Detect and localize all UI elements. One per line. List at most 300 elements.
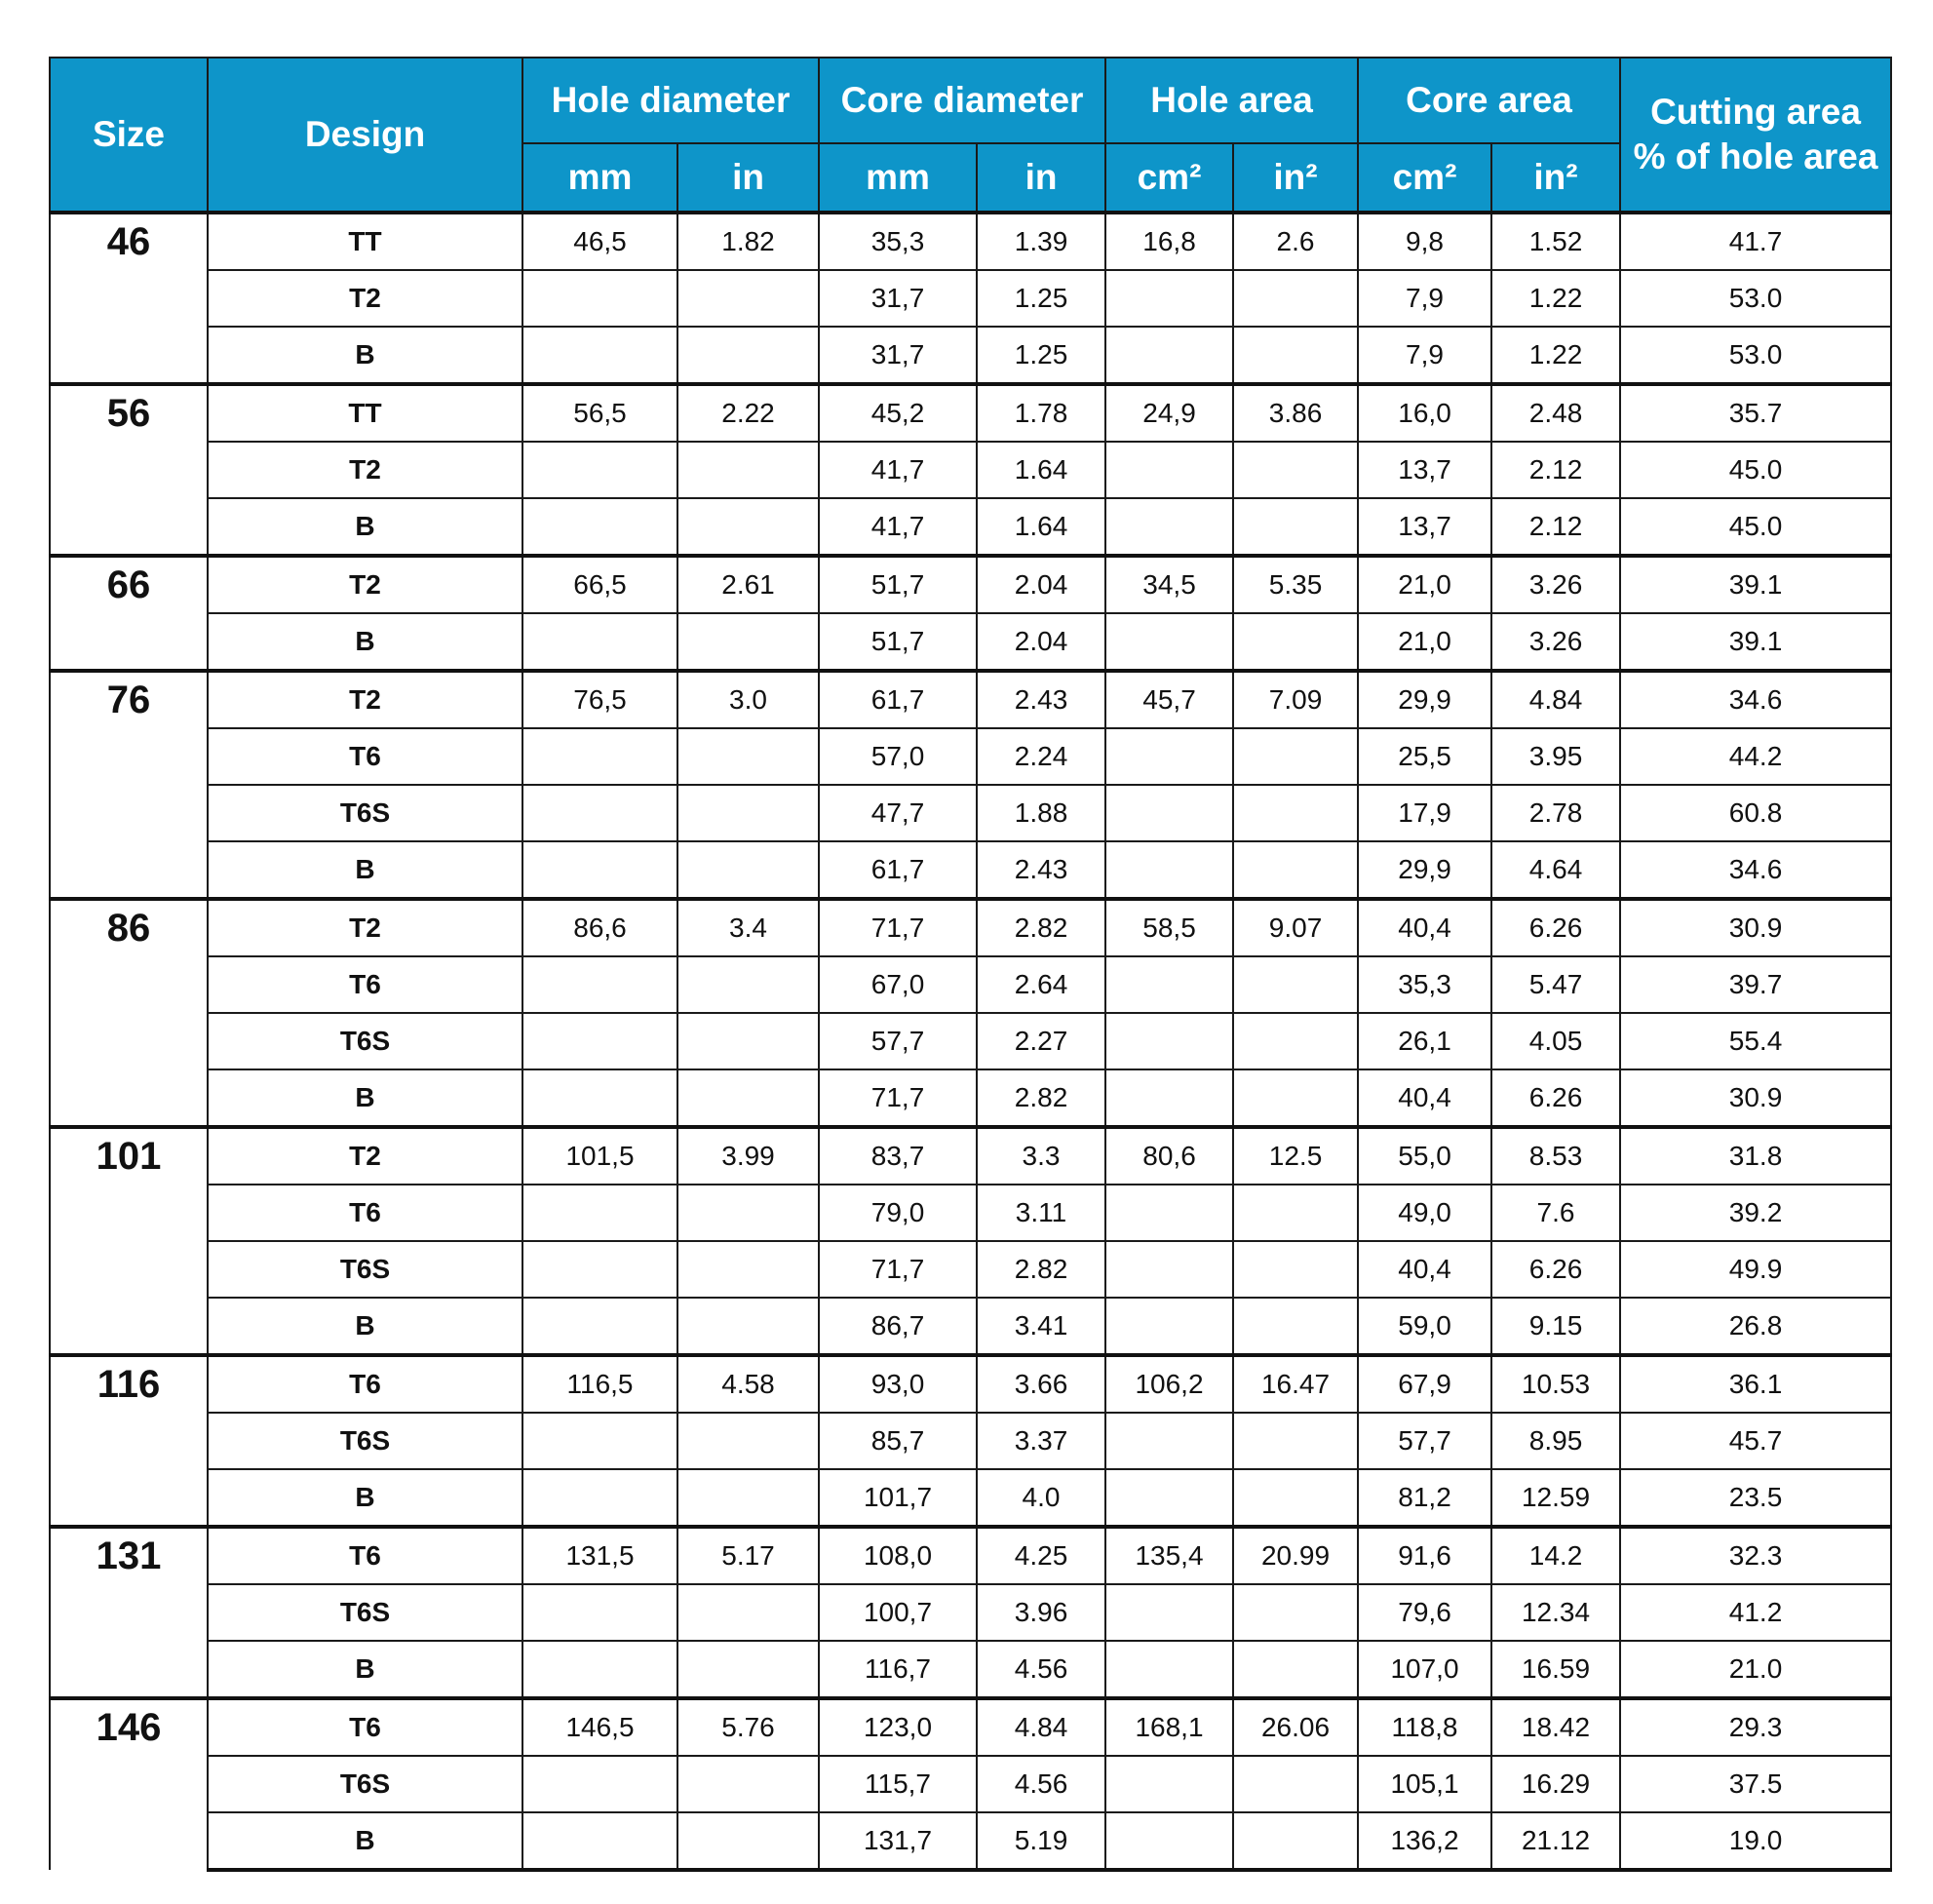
table-row bbox=[50, 1584, 1891, 1641]
cell-core-in: 1.88 bbox=[977, 785, 1105, 841]
cell-core-area-in2: 1.22 bbox=[1491, 270, 1620, 327]
cell-hole-in bbox=[677, 1185, 819, 1241]
cell-core-area-in2: 6.26 bbox=[1491, 1069, 1620, 1127]
cell-hole-area-in2 bbox=[1233, 1069, 1358, 1127]
cell-hole-area-in2 bbox=[1233, 442, 1358, 498]
cell-core-mm: 51,7 bbox=[819, 613, 977, 671]
cell-hole-in: 3.99 bbox=[677, 1127, 819, 1185]
cell-core-area-in2: 3.26 bbox=[1491, 613, 1620, 671]
cell-hole-mm bbox=[522, 270, 677, 327]
cell-core-in: 3.11 bbox=[977, 1185, 1105, 1241]
cell-hole-mm: 46,5 bbox=[522, 213, 677, 270]
cell-hole-in: 3.4 bbox=[677, 899, 819, 956]
cell-hole-mm bbox=[522, 613, 677, 671]
cell-hole-mm: 86,6 bbox=[522, 899, 677, 956]
cell-design: B bbox=[208, 498, 522, 556]
cell-core-mm: 47,7 bbox=[819, 785, 977, 841]
cell-cutting-area: 39.7 bbox=[1620, 956, 1891, 1013]
table-row bbox=[50, 1812, 1891, 1870]
cell-cutting-area: 60.8 bbox=[1620, 785, 1891, 841]
cell-core-in: 2.04 bbox=[977, 556, 1105, 613]
cell-hole-in bbox=[677, 1756, 819, 1812]
table-row bbox=[50, 213, 1891, 270]
cell-design: T2 bbox=[208, 556, 522, 613]
cell-design: T6 bbox=[208, 728, 522, 785]
cell-design: T6 bbox=[208, 956, 522, 1013]
cell-cutting-area: 45.0 bbox=[1620, 498, 1891, 556]
table-row bbox=[50, 671, 1891, 728]
table-row bbox=[50, 556, 1891, 613]
cell-hole-area-cm2: 34,5 bbox=[1105, 556, 1233, 613]
cell-hole-area-in2 bbox=[1233, 613, 1358, 671]
cell-core-area-in2: 2.12 bbox=[1491, 498, 1620, 556]
cell-hole-in bbox=[677, 327, 819, 384]
cell-hole-area-in2: 7.09 bbox=[1233, 671, 1358, 728]
cell-core-in: 2.43 bbox=[977, 671, 1105, 728]
cell-core-area-in2: 4.05 bbox=[1491, 1013, 1620, 1069]
cell-design: TT bbox=[208, 384, 522, 442]
cell-core-area-in2: 16.59 bbox=[1491, 1641, 1620, 1698]
unit-header: in² bbox=[1233, 143, 1358, 213]
cell-hole-mm bbox=[522, 1641, 677, 1698]
cell-core-area-cm2: 7,9 bbox=[1358, 270, 1491, 327]
cell-cutting-area: 53.0 bbox=[1620, 270, 1891, 327]
cell-core-in: 4.84 bbox=[977, 1698, 1105, 1756]
cell-hole-area-cm2 bbox=[1105, 442, 1233, 498]
cell-core-mm: 71,7 bbox=[819, 1069, 977, 1127]
cell-core-mm: 45,2 bbox=[819, 384, 977, 442]
cell-hole-mm: 116,5 bbox=[522, 1355, 677, 1413]
table-row bbox=[50, 1527, 1891, 1584]
cell-hole-area-in2 bbox=[1233, 728, 1358, 785]
cell-design: T2 bbox=[208, 899, 522, 956]
cell-core-area-cm2: 118,8 bbox=[1358, 1698, 1491, 1756]
cell-hole-mm bbox=[522, 1241, 677, 1298]
cell-hole-in bbox=[677, 1469, 819, 1527]
cell-cutting-area: 21.0 bbox=[1620, 1641, 1891, 1698]
cell-core-mm: 101,7 bbox=[819, 1469, 977, 1527]
cell-core-mm: 57,0 bbox=[819, 728, 977, 785]
cell-hole-area-in2 bbox=[1233, 1584, 1358, 1641]
cell-hole-mm bbox=[522, 1756, 677, 1812]
cell-cutting-area: 31.8 bbox=[1620, 1127, 1891, 1185]
cell-core-area-in2: 1.52 bbox=[1491, 213, 1620, 270]
table-row bbox=[50, 498, 1891, 556]
cell-hole-in bbox=[677, 1812, 819, 1870]
cell-hole-area-in2 bbox=[1233, 956, 1358, 1013]
cell-hole-in: 5.17 bbox=[677, 1527, 819, 1584]
cell-design: T6 bbox=[208, 1355, 522, 1413]
cell-cutting-area: 49.9 bbox=[1620, 1241, 1891, 1298]
cell-core-area-in2: 12.59 bbox=[1491, 1469, 1620, 1527]
cell-design: B bbox=[208, 1641, 522, 1698]
cell-hole-area-in2 bbox=[1233, 1469, 1358, 1527]
cell-core-in: 2.82 bbox=[977, 1241, 1105, 1298]
cell-hole-in bbox=[677, 1641, 819, 1698]
cell-core-mm: 83,7 bbox=[819, 1127, 977, 1185]
cell-core-mm: 41,7 bbox=[819, 498, 977, 556]
cell-hole-area-cm2 bbox=[1105, 1413, 1233, 1469]
cell-hole-in: 2.61 bbox=[677, 556, 819, 613]
cell-core-in: 1.25 bbox=[977, 270, 1105, 327]
cell-hole-area-cm2 bbox=[1105, 841, 1233, 899]
unit-header: in bbox=[677, 143, 819, 213]
cell-core-area-in2: 1.22 bbox=[1491, 327, 1620, 384]
cell-hole-in: 5.76 bbox=[677, 1698, 819, 1756]
table-row bbox=[50, 956, 1891, 1013]
cell-core-mm: 100,7 bbox=[819, 1584, 977, 1641]
cell-core-in: 1.78 bbox=[977, 384, 1105, 442]
cell-hole-area-in2: 16.47 bbox=[1233, 1355, 1358, 1413]
cell-core-area-in2: 12.34 bbox=[1491, 1584, 1620, 1641]
cell-cutting-area: 30.9 bbox=[1620, 899, 1891, 956]
cell-core-area-cm2: 79,6 bbox=[1358, 1584, 1491, 1641]
cell-cutting-area: 30.9 bbox=[1620, 1069, 1891, 1127]
cell-hole-area-cm2 bbox=[1105, 956, 1233, 1013]
cell-hole-area-in2 bbox=[1233, 1013, 1358, 1069]
cell-hole-area-cm2 bbox=[1105, 1298, 1233, 1355]
cell-core-area-in2: 9.15 bbox=[1491, 1298, 1620, 1355]
cell-core-in: 3.66 bbox=[977, 1355, 1105, 1413]
cell-core-area-cm2: 40,4 bbox=[1358, 1241, 1491, 1298]
cell-hole-in bbox=[677, 1241, 819, 1298]
cell-hole-area-in2: 12.5 bbox=[1233, 1127, 1358, 1185]
cell-core-mm: 35,3 bbox=[819, 213, 977, 270]
cell-hole-area-cm2: 24,9 bbox=[1105, 384, 1233, 442]
table-row bbox=[50, 1469, 1891, 1527]
cell-core-mm: 67,0 bbox=[819, 956, 977, 1013]
cell-design: B bbox=[208, 1812, 522, 1870]
cell-hole-mm bbox=[522, 1013, 677, 1069]
cell-core-area-cm2: 21,0 bbox=[1358, 613, 1491, 671]
header-hole-area: Hole area bbox=[1105, 58, 1358, 143]
cell-core-in: 5.19 bbox=[977, 1812, 1105, 1870]
table-row bbox=[50, 728, 1891, 785]
table-row bbox=[50, 1641, 1891, 1698]
cell-core-mm: 108,0 bbox=[819, 1527, 977, 1584]
cell-hole-area-in2 bbox=[1233, 1641, 1358, 1698]
cell-hole-mm bbox=[522, 1298, 677, 1355]
cell-hole-mm bbox=[522, 1812, 677, 1870]
cell-core-in: 2.24 bbox=[977, 728, 1105, 785]
table-row bbox=[50, 327, 1891, 384]
cell-core-in: 2.43 bbox=[977, 841, 1105, 899]
cell-hole-area-cm2 bbox=[1105, 1641, 1233, 1698]
cell-hole-area-cm2 bbox=[1105, 1469, 1233, 1527]
cell-hole-area-cm2 bbox=[1105, 1185, 1233, 1241]
cell-hole-area-cm2: 106,2 bbox=[1105, 1355, 1233, 1413]
cell-core-in: 1.25 bbox=[977, 327, 1105, 384]
cell-core-area-cm2: 55,0 bbox=[1358, 1127, 1491, 1185]
cell-core-area-cm2: 29,9 bbox=[1358, 671, 1491, 728]
table-row bbox=[50, 841, 1891, 899]
cell-hole-mm: 146,5 bbox=[522, 1698, 677, 1756]
table-row bbox=[50, 1355, 1891, 1413]
cell-core-area-in2: 21.12 bbox=[1491, 1812, 1620, 1870]
cell-hole-mm bbox=[522, 841, 677, 899]
table-row bbox=[50, 785, 1891, 841]
cell-core-in: 1.64 bbox=[977, 498, 1105, 556]
cell-core-area-cm2: 49,0 bbox=[1358, 1185, 1491, 1241]
cell-design: T2 bbox=[208, 671, 522, 728]
cell-hole-in bbox=[677, 1013, 819, 1069]
cell-core-area-in2: 14.2 bbox=[1491, 1527, 1620, 1584]
cell-cutting-area: 32.3 bbox=[1620, 1527, 1891, 1584]
cell-hole-in bbox=[677, 613, 819, 671]
cell-design: B bbox=[208, 1469, 522, 1527]
cell-hole-in bbox=[677, 1298, 819, 1355]
cell-hole-mm bbox=[522, 1185, 677, 1241]
cell-hole-area-in2 bbox=[1233, 1241, 1358, 1298]
cell-core-in: 3.37 bbox=[977, 1413, 1105, 1469]
cell-core-area-in2: 4.64 bbox=[1491, 841, 1620, 899]
cell-core-in: 4.56 bbox=[977, 1756, 1105, 1812]
cell-hole-area-in2: 5.35 bbox=[1233, 556, 1358, 613]
cell-core-mm: 31,7 bbox=[819, 270, 977, 327]
cell-hole-area-cm2: 168,1 bbox=[1105, 1698, 1233, 1756]
cell-hole-area-in2 bbox=[1233, 1756, 1358, 1812]
cell-hole-area-in2 bbox=[1233, 1413, 1358, 1469]
cell-core-mm: 61,7 bbox=[819, 841, 977, 899]
cell-design: B bbox=[208, 1069, 522, 1127]
cell-core-area-cm2: 91,6 bbox=[1358, 1527, 1491, 1584]
cell-design: T2 bbox=[208, 270, 522, 327]
cell-core-mm: 131,7 bbox=[819, 1812, 977, 1870]
cell-core-area-cm2: 81,2 bbox=[1358, 1469, 1491, 1527]
cell-core-in: 3.3 bbox=[977, 1127, 1105, 1185]
cell-core-in: 2.04 bbox=[977, 613, 1105, 671]
cell-core-mm: 71,7 bbox=[819, 1241, 977, 1298]
unit-header: mm bbox=[522, 143, 677, 213]
cell-core-area-cm2: 9,8 bbox=[1358, 213, 1491, 270]
cell-hole-area-cm2 bbox=[1105, 327, 1233, 384]
cell-hole-mm bbox=[522, 442, 677, 498]
cell-design: B bbox=[208, 613, 522, 671]
cell-hole-in bbox=[677, 785, 819, 841]
cell-cutting-area: 39.1 bbox=[1620, 613, 1891, 671]
table-row bbox=[50, 270, 1891, 327]
cell-core-area-cm2: 13,7 bbox=[1358, 442, 1491, 498]
cell-cutting-area: 23.5 bbox=[1620, 1469, 1891, 1527]
cell-hole-mm: 56,5 bbox=[522, 384, 677, 442]
cell-core-area-in2: 18.42 bbox=[1491, 1698, 1620, 1756]
cell-hole-in bbox=[677, 956, 819, 1013]
cell-hole-area-cm2 bbox=[1105, 1241, 1233, 1298]
unit-header: mm bbox=[819, 143, 977, 213]
cell-hole-area-in2: 3.86 bbox=[1233, 384, 1358, 442]
cell-core-area-cm2: 7,9 bbox=[1358, 327, 1491, 384]
cell-hole-area-in2 bbox=[1233, 1812, 1358, 1870]
header-design: Design bbox=[208, 58, 522, 213]
cell-hole-mm: 66,5 bbox=[522, 556, 677, 613]
table-row bbox=[50, 1013, 1891, 1069]
cell-hole-in bbox=[677, 442, 819, 498]
cell-cutting-area: 29.3 bbox=[1620, 1698, 1891, 1756]
cell-core-in: 4.56 bbox=[977, 1641, 1105, 1698]
cell-design: T6 bbox=[208, 1698, 522, 1756]
cell-hole-area-cm2 bbox=[1105, 785, 1233, 841]
header-core-area: Core area bbox=[1358, 58, 1620, 143]
cell-core-mm: 57,7 bbox=[819, 1013, 977, 1069]
cell-hole-area-cm2 bbox=[1105, 613, 1233, 671]
cell-size: 146 bbox=[50, 1698, 208, 1870]
cell-hole-in: 3.0 bbox=[677, 671, 819, 728]
cell-design: T6S bbox=[208, 1241, 522, 1298]
cell-core-area-cm2: 40,4 bbox=[1358, 1069, 1491, 1127]
cell-hole-area-in2: 26.06 bbox=[1233, 1698, 1358, 1756]
cell-design: T6S bbox=[208, 1413, 522, 1469]
cell-core-area-cm2: 107,0 bbox=[1358, 1641, 1491, 1698]
cell-size: 56 bbox=[50, 384, 208, 556]
cell-cutting-area: 34.6 bbox=[1620, 671, 1891, 728]
cell-hole-area-cm2 bbox=[1105, 1584, 1233, 1641]
cell-core-in: 2.82 bbox=[977, 899, 1105, 956]
cell-hole-mm bbox=[522, 327, 677, 384]
cell-core-area-cm2: 59,0 bbox=[1358, 1298, 1491, 1355]
header-cutting-area-line2: % of hole area bbox=[1633, 136, 1878, 176]
cell-size: 46 bbox=[50, 213, 208, 384]
cell-hole-area-in2: 2.6 bbox=[1233, 213, 1358, 270]
cell-hole-area-in2 bbox=[1233, 1298, 1358, 1355]
cell-cutting-area: 39.2 bbox=[1620, 1185, 1891, 1241]
cell-cutting-area: 36.1 bbox=[1620, 1355, 1891, 1413]
cell-hole-area-cm2 bbox=[1105, 1069, 1233, 1127]
cell-hole-area-cm2: 80,6 bbox=[1105, 1127, 1233, 1185]
cell-size: 86 bbox=[50, 899, 208, 1127]
cell-core-mm: 61,7 bbox=[819, 671, 977, 728]
cell-design: T6S bbox=[208, 785, 522, 841]
cell-hole-in bbox=[677, 841, 819, 899]
cell-core-area-cm2: 67,9 bbox=[1358, 1355, 1491, 1413]
cell-core-mm: 123,0 bbox=[819, 1698, 977, 1756]
cell-hole-in bbox=[677, 498, 819, 556]
cell-core-area-cm2: 105,1 bbox=[1358, 1756, 1491, 1812]
cell-design: T6 bbox=[208, 1527, 522, 1584]
cell-hole-area-in2 bbox=[1233, 841, 1358, 899]
cell-cutting-area: 26.8 bbox=[1620, 1298, 1891, 1355]
header-row bbox=[50, 58, 1891, 143]
cell-design: B bbox=[208, 841, 522, 899]
cell-size: 131 bbox=[50, 1527, 208, 1698]
cell-cutting-area: 45.0 bbox=[1620, 442, 1891, 498]
table-row bbox=[50, 1413, 1891, 1469]
cell-hole-area-cm2 bbox=[1105, 728, 1233, 785]
cell-cutting-area: 35.7 bbox=[1620, 384, 1891, 442]
cell-hole-area-cm2: 45,7 bbox=[1105, 671, 1233, 728]
cell-hole-area-in2 bbox=[1233, 1185, 1358, 1241]
cell-core-area-in2: 2.48 bbox=[1491, 384, 1620, 442]
cell-core-mm: 115,7 bbox=[819, 1756, 977, 1812]
cell-size: 101 bbox=[50, 1127, 208, 1355]
cell-size: 76 bbox=[50, 671, 208, 899]
cell-core-area-in2: 8.95 bbox=[1491, 1413, 1620, 1469]
unit-header: in bbox=[977, 143, 1105, 213]
cell-hole-area-in2: 9.07 bbox=[1233, 899, 1358, 956]
cell-cutting-area: 53.0 bbox=[1620, 327, 1891, 384]
table-row bbox=[50, 899, 1891, 956]
cell-design: T6S bbox=[208, 1756, 522, 1812]
cell-core-mm: 79,0 bbox=[819, 1185, 977, 1241]
cell-hole-area-cm2 bbox=[1105, 1756, 1233, 1812]
unit-header: in² bbox=[1491, 143, 1620, 213]
table-row bbox=[50, 1298, 1891, 1355]
cell-hole-area-in2 bbox=[1233, 785, 1358, 841]
cell-design: T6S bbox=[208, 1584, 522, 1641]
cell-core-area-in2: 5.47 bbox=[1491, 956, 1620, 1013]
header-core-diameter: Core diameter bbox=[819, 58, 1105, 143]
cell-hole-area-cm2: 16,8 bbox=[1105, 213, 1233, 270]
cell-core-mm: 116,7 bbox=[819, 1641, 977, 1698]
header-cutting-area bbox=[1620, 58, 1891, 213]
cell-core-area-cm2: 17,9 bbox=[1358, 785, 1491, 841]
cell-core-area-cm2: 13,7 bbox=[1358, 498, 1491, 556]
table-row bbox=[50, 1698, 1891, 1756]
cell-core-area-cm2: 16,0 bbox=[1358, 384, 1491, 442]
cell-cutting-area: 37.5 bbox=[1620, 1756, 1891, 1812]
cell-core-area-cm2: 26,1 bbox=[1358, 1013, 1491, 1069]
cell-design: T6S bbox=[208, 1013, 522, 1069]
cell-cutting-area: 39.1 bbox=[1620, 556, 1891, 613]
cell-core-area-in2: 3.95 bbox=[1491, 728, 1620, 785]
cell-core-in: 2.64 bbox=[977, 956, 1105, 1013]
cell-core-in: 2.82 bbox=[977, 1069, 1105, 1127]
cell-design: T6 bbox=[208, 1185, 522, 1241]
cell-design: T2 bbox=[208, 1127, 522, 1185]
cell-cutting-area: 45.7 bbox=[1620, 1413, 1891, 1469]
cell-cutting-area: 44.2 bbox=[1620, 728, 1891, 785]
cell-hole-mm: 101,5 bbox=[522, 1127, 677, 1185]
cell-cutting-area: 34.6 bbox=[1620, 841, 1891, 899]
cell-hole-area-cm2: 135,4 bbox=[1105, 1527, 1233, 1584]
table-body bbox=[50, 213, 1891, 1870]
table-row bbox=[50, 442, 1891, 498]
cell-core-area-cm2: 136,2 bbox=[1358, 1812, 1491, 1870]
cell-size: 66 bbox=[50, 556, 208, 671]
cell-hole-mm bbox=[522, 1413, 677, 1469]
cell-hole-mm bbox=[522, 785, 677, 841]
cell-cutting-area: 19.0 bbox=[1620, 1812, 1891, 1870]
table-row bbox=[50, 1756, 1891, 1812]
cell-core-mm: 93,0 bbox=[819, 1355, 977, 1413]
specification-table bbox=[49, 57, 1892, 1872]
cell-hole-area-in2 bbox=[1233, 270, 1358, 327]
cell-hole-mm bbox=[522, 1584, 677, 1641]
cell-hole-mm: 76,5 bbox=[522, 671, 677, 728]
cell-core-area-cm2: 21,0 bbox=[1358, 556, 1491, 613]
cell-core-mm: 86,7 bbox=[819, 1298, 977, 1355]
cell-core-mm: 85,7 bbox=[819, 1413, 977, 1469]
cell-design: T2 bbox=[208, 442, 522, 498]
cell-core-mm: 31,7 bbox=[819, 327, 977, 384]
cell-hole-in bbox=[677, 1069, 819, 1127]
table-row bbox=[50, 1069, 1891, 1127]
cell-hole-area-cm2 bbox=[1105, 498, 1233, 556]
cell-core-area-in2: 10.53 bbox=[1491, 1355, 1620, 1413]
cell-hole-in bbox=[677, 728, 819, 785]
cell-core-area-in2: 3.26 bbox=[1491, 556, 1620, 613]
cell-hole-mm bbox=[522, 1469, 677, 1527]
cell-hole-area-cm2: 58,5 bbox=[1105, 899, 1233, 956]
cell-core-mm: 41,7 bbox=[819, 442, 977, 498]
table-row bbox=[50, 1185, 1891, 1241]
cell-core-mm: 71,7 bbox=[819, 899, 977, 956]
cell-hole-area-in2 bbox=[1233, 327, 1358, 384]
cell-hole-area-in2 bbox=[1233, 498, 1358, 556]
cell-hole-in bbox=[677, 1413, 819, 1469]
cell-hole-in bbox=[677, 1584, 819, 1641]
table-row bbox=[50, 1241, 1891, 1298]
unit-header: cm² bbox=[1105, 143, 1233, 213]
